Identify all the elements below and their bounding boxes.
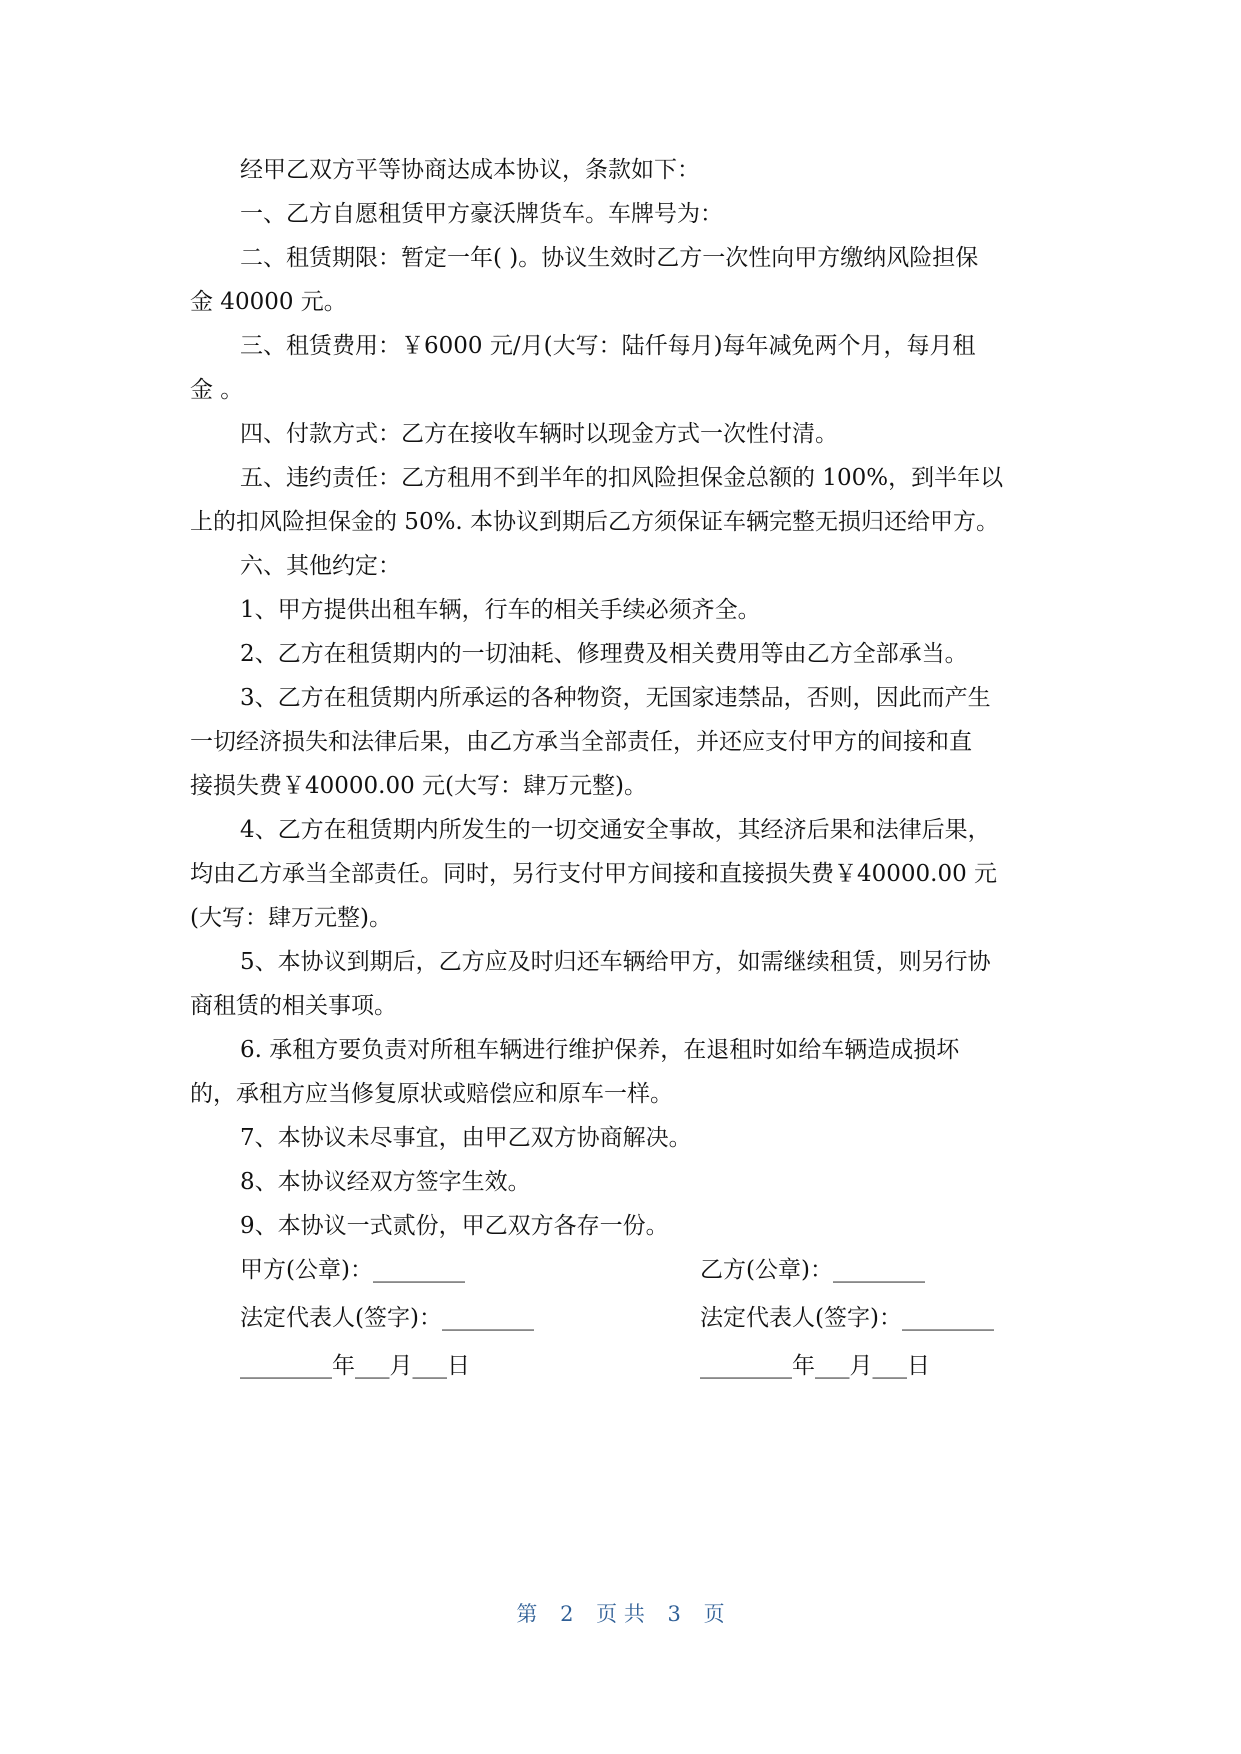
clause-1-line: 一、乙方自愿租赁甲方豪沃牌货车。车牌号为： bbox=[240, 201, 723, 227]
party-a-date: ________年___月___日 bbox=[240, 1353, 470, 1379]
item-8-line: 8、本协议经双方签字生效。 bbox=[240, 1169, 531, 1195]
item-6-line: 6. 承租方要负责对所租车辆进行维护保养，在退租时如给车辆造成损坏 bbox=[240, 1037, 960, 1063]
item-4-cont-1: 均由乙方承当全部责任。同时，另行支付甲方间接和直接损失费￥40000.00 元 bbox=[190, 861, 998, 887]
item-6-cont: 的，承租方应当修复原状或赔偿应和原车一样。 bbox=[190, 1081, 673, 1107]
preamble-line: 经甲乙双方平等协商达成本协议，条款如下： bbox=[240, 157, 700, 183]
clause-5-line: 五、违约责任：乙方租用不到半年的扣风险担保金总额的 100%，到半年以 bbox=[240, 465, 1004, 491]
item-2-line: 2、乙方在租赁期内的一切油耗、修理费及相关费用等由乙方全部承当。 bbox=[240, 641, 968, 667]
item-3-cont-1: 一切经济损失和法律后果，由乙方承当全部责任，并还应支付甲方的间接和直 bbox=[190, 729, 972, 755]
clause-4-line: 四、付款方式：乙方在接收车辆时以现金方式一次性付清。 bbox=[240, 421, 838, 447]
clause-2-line: 二、租赁期限：暂定一年( )。协议生效时乙方一次性向甲方缴纳风险担保 bbox=[240, 245, 979, 271]
item-3-line: 3、乙方在租赁期内所承运的各种物资，无国家违禁品，否则，因此而产生 bbox=[240, 685, 991, 711]
page-number-footer bbox=[0, 1598, 1241, 1628]
item-5-cont: 商租赁的相关事项。 bbox=[190, 993, 397, 1019]
item-4-cont-2: (大写：肆万元整)。 bbox=[190, 905, 392, 931]
clause-2-cont: 金 40000 元。 bbox=[190, 289, 347, 315]
footer-current-page: 2 bbox=[560, 1602, 574, 1626]
item-5-line: 5、本协议到期后，乙方应及时归还车辆给甲方，如需继续租赁，则另行协 bbox=[240, 949, 991, 975]
party-a-rep: 法定代表人(签字)：________ bbox=[240, 1305, 534, 1331]
footer-ye-gong: 页 共 bbox=[596, 1602, 645, 1626]
clause-5-cont: 上的扣风险担保金的 50%. 本协议到期后乙方须保证车辆完整无损归还给甲方。 bbox=[190, 509, 1000, 535]
item-9-line: 9、本协议一式贰份，甲乙双方各存一份。 bbox=[240, 1213, 669, 1239]
clause-3-cont: 金 。 bbox=[190, 377, 244, 403]
item-1-line: 1、甲方提供出租车辆，行车的相关手续必须齐全。 bbox=[240, 597, 761, 623]
party-b-seal: 乙方(公章)：________ bbox=[700, 1257, 925, 1283]
clause-3-line: 三、租赁费用：￥6000 元/月(大写：陆仟每月)每年减免两个月，每月租 bbox=[240, 333, 976, 359]
clause-6-heading: 六、其他约定： bbox=[240, 553, 401, 579]
item-3-cont-2: 接损失费￥40000.00 元(大写：肆万元整)。 bbox=[190, 773, 648, 799]
item-4-line: 4、乙方在租赁期内所发生的一切交通安全事故，其经济后果和法律后果， bbox=[240, 817, 991, 843]
footer-total-pages: 3 bbox=[667, 1602, 681, 1626]
item-7-line: 7、本协议未尽事宜，由甲乙双方协商解决。 bbox=[240, 1125, 692, 1151]
party-b-rep: 法定代表人(签字)：________ bbox=[700, 1305, 994, 1331]
footer-ye: 页 bbox=[703, 1602, 725, 1626]
footer-di: 第 bbox=[516, 1602, 538, 1626]
party-b-date: ________年___月___日 bbox=[700, 1353, 930, 1379]
party-a-seal: 甲方(公章)：________ bbox=[240, 1257, 465, 1283]
